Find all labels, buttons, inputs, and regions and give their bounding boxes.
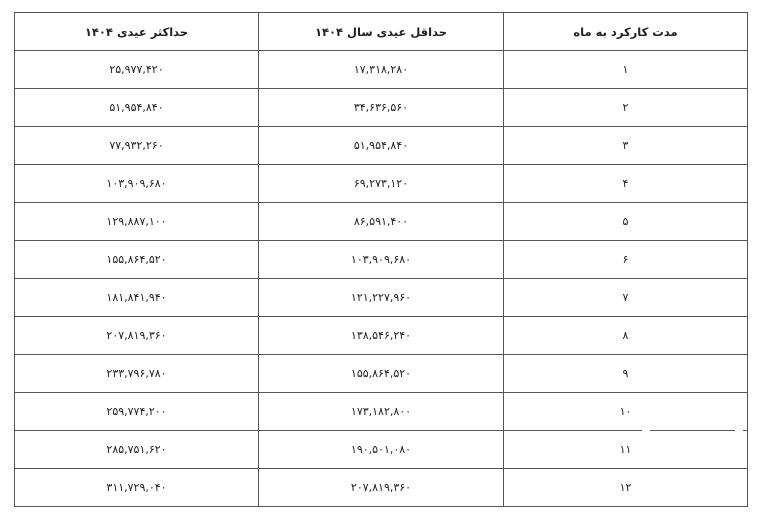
table-row: [15, 279, 748, 317]
table-row: [15, 393, 748, 431]
table-row: [15, 241, 748, 279]
table-row: [15, 469, 748, 507]
cell-max-eidi: ۳۱۱,۷۲۹,۰۴۰: [15, 469, 259, 507]
cell-months: ۸: [504, 317, 748, 355]
cell-months: ۴: [504, 165, 748, 203]
cell-min-eidi: ۱۲۱,۲۲۷,۹۶۰: [259, 279, 504, 317]
cell-months: ۵: [504, 203, 748, 241]
cell-max-eidi: ۱۵۵,۸۶۴,۵۲۰: [15, 241, 259, 279]
cell-max-eidi: ۵۱,۹۵۴,۸۴۰: [15, 89, 259, 127]
cell-min-eidi: ۶۹,۲۷۳,۱۲۰: [259, 165, 504, 203]
header-min-eidi: حداقل عیدی سال ۱۴۰۴: [259, 13, 504, 51]
cell-months: ۱۰: [504, 393, 748, 431]
cell-min-eidi: ۱۵۵,۸۶۴,۵۲۰: [259, 355, 504, 393]
border-gap-artifact: [708, 465, 738, 468]
cell-months: ۱۲: [504, 469, 748, 507]
cell-months: ۲: [504, 89, 748, 127]
cell-min-eidi: ۸۶,۵۹۱,۴۰۰: [259, 203, 504, 241]
table-row: [15, 127, 748, 165]
cell-months: ۱: [504, 51, 748, 89]
cell-months: ۶: [504, 241, 748, 279]
eidi-table-container: [14, 12, 747, 507]
border-gap-artifact: [590, 465, 598, 468]
cell-max-eidi: ۲۳۳,۷۹۶,۷۸۰: [15, 355, 259, 393]
header-max-eidi: حداکثر عیدی ۱۴۰۴: [15, 13, 259, 51]
border-gap-artifact: [642, 428, 650, 431]
table-body: [15, 51, 748, 507]
cell-min-eidi: ۲۰۷,۸۱۹,۳۶۰: [259, 469, 504, 507]
cell-max-eidi: ۷۷,۹۳۲,۲۶۰: [15, 127, 259, 165]
cell-min-eidi: ۱۷,۳۱۸,۲۸۰: [259, 51, 504, 89]
eidi-table: [14, 12, 748, 507]
cell-months: ۱۱: [504, 431, 748, 469]
border-gap-artifact: [660, 465, 668, 468]
cell-months: ۳: [504, 127, 748, 165]
cell-min-eidi: ۱۷۳,۱۸۲,۸۰۰: [259, 393, 504, 431]
table-row: [15, 89, 748, 127]
cell-max-eidi: ۲۰۷,۸۱۹,۳۶۰: [15, 317, 259, 355]
table-header-row: [15, 13, 748, 51]
table-row: [15, 165, 748, 203]
cell-min-eidi: ۱۰۳,۹۰۹,۶۸۰: [259, 241, 504, 279]
table-row: [15, 317, 748, 355]
cell-max-eidi: ۱۰۳,۹۰۹,۶۸۰: [15, 165, 259, 203]
cell-months: ۷: [504, 279, 748, 317]
cell-min-eidi: ۱۹۰,۵۰۱,۰۸۰: [259, 431, 504, 469]
cell-max-eidi: ۲۵,۹۷۷,۴۲۰: [15, 51, 259, 89]
table-row: [15, 51, 748, 89]
table-row: [15, 355, 748, 393]
cell-min-eidi: ۵۱,۹۵۴,۸۴۰: [259, 127, 504, 165]
border-gap-artifact: [735, 428, 743, 431]
table-row: [15, 203, 748, 241]
cell-max-eidi: ۱۲۹,۸۸۷,۱۰۰: [15, 203, 259, 241]
table-row: [15, 431, 748, 469]
cell-max-eidi: ۲۵۹,۷۷۴,۲۰۰: [15, 393, 259, 431]
header-months: مدت کارکرد به ماه: [504, 13, 748, 51]
cell-max-eidi: ۱۸۱,۸۴۱,۹۴۰: [15, 279, 259, 317]
cell-min-eidi: ۱۳۸,۵۴۶,۲۴۰: [259, 317, 504, 355]
cell-min-eidi: ۳۴,۶۳۶,۵۶۰: [259, 89, 504, 127]
cell-months: ۹: [504, 355, 748, 393]
cell-max-eidi: ۲۸۵,۷۵۱,۶۲۰: [15, 431, 259, 469]
